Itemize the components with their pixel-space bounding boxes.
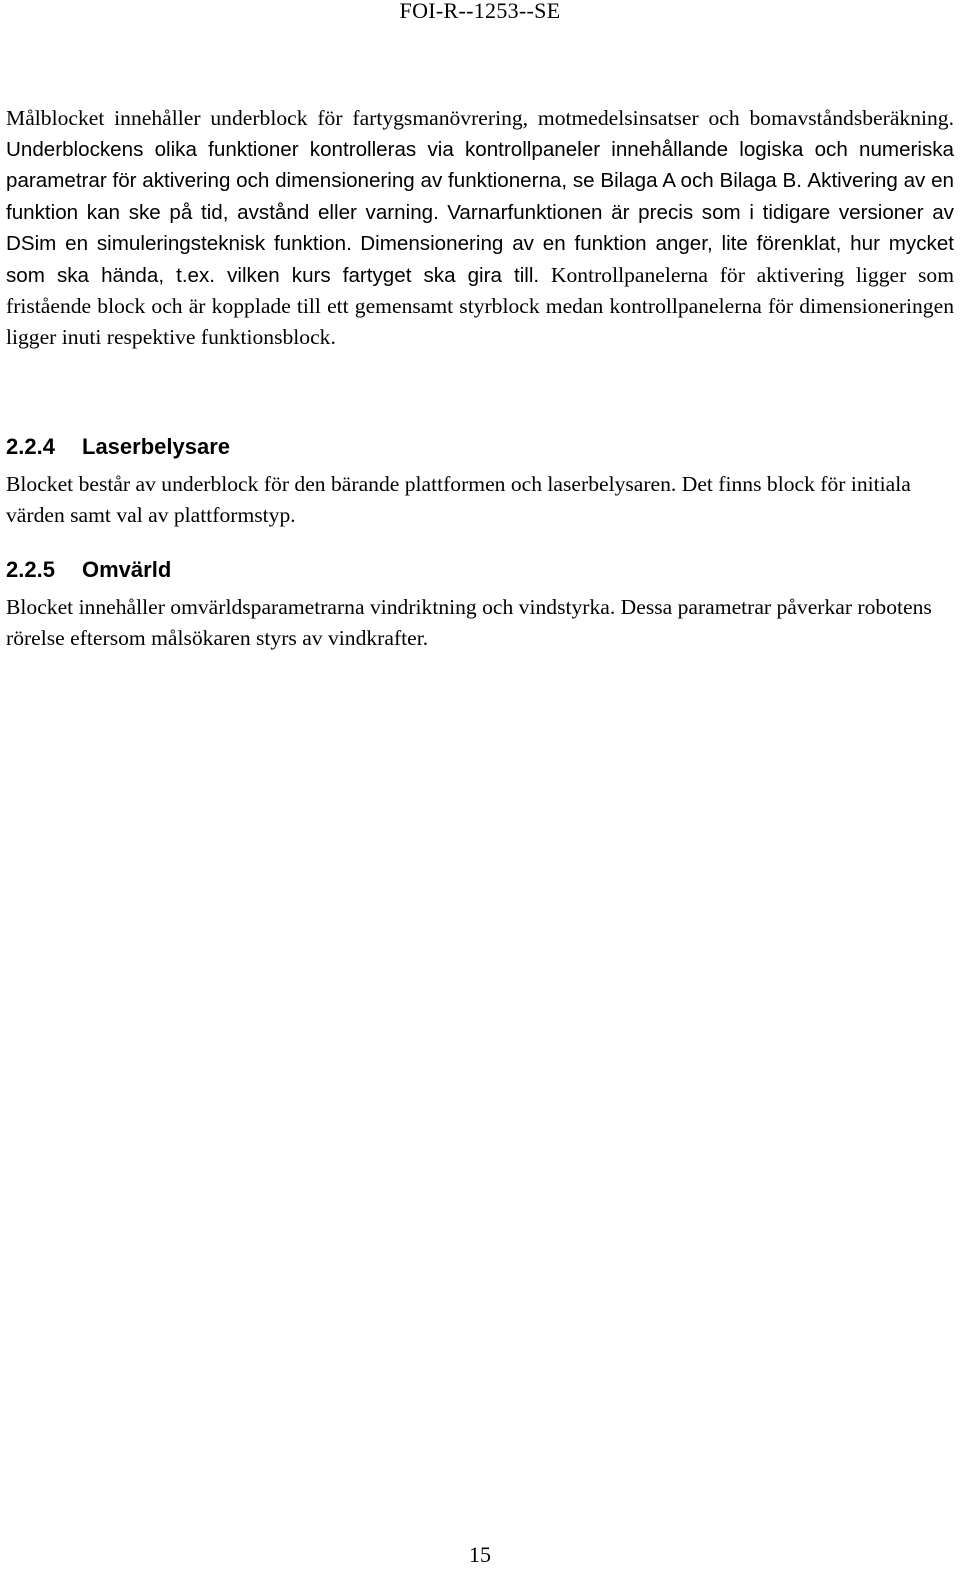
sentence-2: Underblockens olika funktioner kontrolleras via kontrollpaneler innehållande logiska och numeriska parametrar för aktivering och dimensionering av funktionerna, se Bilaga A och Bilaga B. (6, 137, 954, 192)
section-number: 2.2.4 (6, 434, 55, 459)
section-heading-laserbelysare (6, 434, 230, 460)
paragraph-malblocket (6, 103, 954, 352)
section-number: 2.2.5 (6, 557, 55, 582)
section-heading-omvarld (6, 557, 171, 583)
section-title: Laserbelysare (82, 434, 230, 459)
sentence-3: Aktivering av en funktion kan ske på tid, avstånd eller varning. (6, 169, 954, 224)
paragraph-omvarld: Blocket innehåller omvärldsparametrarna vindriktning och vindstyrka. Dessa parametrar påverkar robotens rörelse eftersom målsökaren styrs av vindkrafter. (6, 595, 932, 650)
sentence-4: Varnarfunktionen är precis som i tidigare versioner av DSim en simuleringsteknisk funktion. (6, 200, 954, 255)
page-number: 15 (469, 1542, 491, 1567)
sentence-5: Dimensionering av en funktion anger, lite förenklat, hur mycket som ska hända, t.ex. vilken kurs fartyget ska gira till. (6, 232, 954, 287)
sentence-1: Målblocket innehåller underblock för fartygsmanövrering, motmedelsinsatser och bomavståndsberäkning. (6, 106, 954, 130)
section-title: Omvärld (82, 557, 172, 582)
paragraph-laserbelysare: Blocket består av underblock för den bärande plattformen och laserbelysaren. Det finns block för initiala värden samt val av plattformstyp. (6, 472, 911, 527)
report-id-header: FOI-R--1253--SE (399, 0, 561, 23)
sentence-6: Kontrollpanelerna för aktivering ligger som fristående block och är kopplade till ett gemensamt styrblock medan kontrollpanelerna för dimensioneringen ligger inuti respektive funktionsblock. (6, 262, 955, 349)
